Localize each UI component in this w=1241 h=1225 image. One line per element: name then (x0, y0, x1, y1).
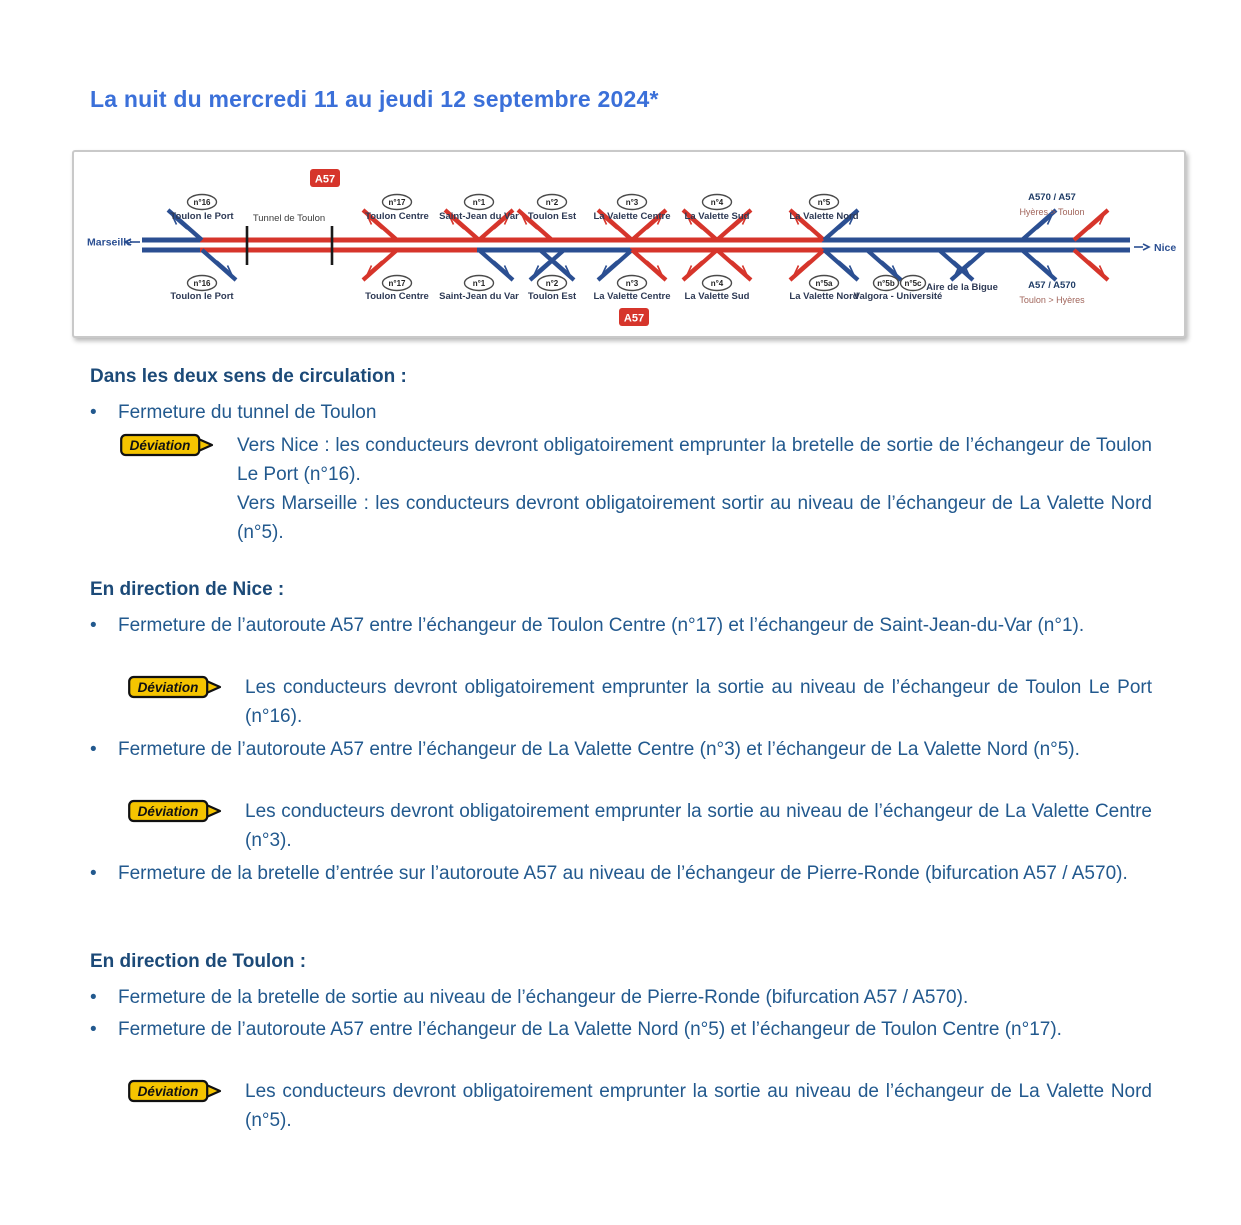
deviation-badge (120, 433, 215, 457)
bullet-item (90, 398, 1153, 427)
svg-text:Toulon le Port: Toulon le Port (170, 291, 234, 302)
deviation-badge (128, 799, 223, 823)
svg-text:A570 / A57: A570 / A57 (1028, 192, 1076, 203)
svg-text:n°4: n°4 (710, 198, 724, 207)
deviation-text (245, 673, 1152, 731)
svg-text:n°3: n°3 (625, 279, 639, 288)
svg-text:Toulon Est: Toulon Est (527, 211, 577, 222)
route-badge-top (310, 169, 340, 187)
exit-label-bottom-1 (439, 276, 519, 303)
nice-label: Nice (1154, 242, 1177, 254)
exit-label-bottom-5a (789, 276, 858, 303)
bullet-text: Fermeture de l’autoroute A57 entre l’échangeur de La Valette Nord (n°5) et l’échangeur de Toulon Centre (n°17). (118, 1019, 1062, 1040)
svg-text:Toulon Centre: Toulon Centre (365, 291, 429, 302)
section-heading-both-directions: Dans les deux sens de circulation : (90, 366, 407, 387)
exit-label-top-5 (789, 195, 858, 223)
bullet-dot: • (90, 987, 97, 1008)
svg-text:n°5c: n°5c (904, 279, 922, 288)
svg-text:La Valette Centre: La Valette Centre (593, 291, 671, 302)
bullet-text: Fermeture de l’autoroute A57 entre l’échangeur de Toulon Centre (n°17) et l’échangeur de Saint-Jean-du-Var (n°1). (118, 615, 1085, 636)
deviation-text (245, 1077, 1152, 1135)
route-badge-bottom (619, 308, 649, 326)
exit-label-bottom-4 (685, 276, 750, 303)
bullet-item (90, 611, 1153, 640)
exit-label-bottom-2 (528, 276, 577, 303)
exit-label-top-3 (593, 195, 670, 223)
svg-text:n°5a: n°5a (815, 279, 833, 288)
deviation-badge (128, 675, 223, 699)
marseille-label: Marseille (87, 236, 132, 249)
bullet-text: Fermeture de l’autoroute A57 entre l’échangeur de La Valette Centre (n°3) et l’échangeur de La Valette Nord (n°5). (118, 739, 1080, 760)
exit-label-top-1 (439, 195, 519, 223)
svg-text:A57 / A570: A57 / A570 (1028, 280, 1076, 291)
deviation-text (245, 797, 1152, 855)
bullet-item (90, 735, 1153, 764)
svg-text:La Valette Nord: La Valette Nord (789, 211, 859, 222)
tunnel-label: Tunnel de Toulon (252, 213, 326, 224)
bullet-item (90, 1015, 1153, 1044)
svg-text:Toulon Est: Toulon Est (527, 291, 577, 302)
svg-text:Toulon Centre: Toulon Centre (365, 211, 429, 222)
bullet-dot: • (90, 739, 97, 760)
deviation-text (237, 431, 1152, 547)
section-heading-direction-nice: En direction de Nice : (90, 579, 285, 600)
svg-text:Saint-Jean du Var: Saint-Jean du Var (439, 291, 519, 302)
exit-label-bottom-16 (170, 276, 234, 303)
section-heading-direction-toulon: En direction de Toulon : (90, 951, 307, 972)
nice-end (1134, 242, 1176, 254)
deviation-paragraph: Les conducteurs devront obligatoirement emprunter la sortie au niveau de l’échangeur de Toulon Le Port (n°16). (245, 677, 1152, 727)
svg-text:n°5b: n°5b (877, 279, 895, 288)
page-title: La nuit du mercredi 11 au jeudi 12 septembre 2024* (90, 86, 659, 112)
svg-text:La Valette Sud: La Valette Sud (684, 211, 750, 222)
svg-text:n°17: n°17 (388, 279, 406, 288)
deviation-row (120, 431, 1152, 547)
svg-text:Déviation: Déviation (137, 680, 199, 695)
exit-label-top-16 (170, 195, 234, 223)
svg-text:Toulon > Hyères: Toulon > Hyères (1019, 295, 1085, 305)
deviation-row (128, 673, 1152, 731)
svg-text:Valgora - Université: Valgora - Université (853, 291, 943, 302)
svg-text:Aire de la Bigue: Aire de la Bigue (926, 282, 998, 293)
ramp (1074, 250, 1108, 280)
bullet-text: Fermeture du tunnel de Toulon (118, 402, 377, 423)
svg-text:Déviation: Déviation (137, 804, 199, 819)
deviation-paragraph: Vers Nice : les conducteurs devront obligatoirement emprunter la bretelle de sortie de l’échangeur de Toulon Le Port (n°16). (237, 435, 1152, 485)
deviation-row (128, 797, 1152, 855)
svg-text:n°2: n°2 (545, 198, 559, 207)
deviation-paragraph: Vers Marseille : les conducteurs devront obligatoirement sortir au niveau de l’échangeur de La Valette Nord (n°5). (237, 493, 1152, 543)
svg-text:A57: A57 (314, 173, 336, 186)
svg-text:Déviation: Déviation (137, 1084, 199, 1099)
svg-text:n°4: n°4 (710, 279, 724, 288)
bifurcation-label-top (1019, 192, 1084, 217)
exit-label-bottom-17 (365, 276, 429, 303)
bullet-dot: • (90, 615, 97, 636)
svg-text:La Valette Centre: La Valette Centre (593, 211, 671, 222)
svg-text:n°1: n°1 (472, 279, 486, 288)
svg-text:La Valette Sud: La Valette Sud (684, 291, 750, 302)
svg-text:n°3: n°3 (625, 198, 639, 207)
deviation-paragraph: Les conducteurs devront obligatoirement emprunter la sortie au niveau de l’échangeur de La Valette Centre (n°3). (245, 801, 1152, 851)
svg-text:Hyères > Toulon: Hyères > Toulon (1019, 207, 1085, 217)
rest-area-label (926, 282, 998, 293)
svg-text:n°16: n°16 (193, 198, 211, 207)
bullet-dot: • (90, 1019, 97, 1040)
svg-text:n°2: n°2 (545, 279, 559, 288)
svg-text:n°5: n°5 (817, 198, 831, 207)
svg-text:n°17: n°17 (388, 198, 406, 207)
svg-text:La Valette Nord: La Valette Nord (789, 291, 859, 302)
bifurcation-label-bottom (1019, 280, 1085, 305)
bullet-text: Fermeture de la bretelle d’entrée sur l’autoroute A57 au niveau de l’échangeur de Pierre-Ronde (bifurcation A57 / A570). (118, 863, 1128, 884)
exit-label-bottom-3 (593, 276, 670, 303)
diagram-panel (72, 150, 1186, 338)
ramp (1022, 250, 1056, 280)
svg-text:n°16: n°16 (193, 279, 211, 288)
bullet-text: Fermeture de la bretelle de sortie au niveau de l’échangeur de Pierre-Ronde (bifurcation A57 / A570). (118, 987, 969, 1008)
deviation-paragraph: Les conducteurs devront obligatoirement emprunter la sortie au niveau de l’échangeur de La Valette Nord (n°5). (245, 1081, 1152, 1131)
svg-text:A57: A57 (623, 312, 645, 325)
road-diagram-svg (74, 152, 1184, 336)
exit-label-top-2 (528, 195, 577, 223)
bullet-item (90, 983, 1153, 1012)
deviation-badge (128, 1079, 223, 1103)
svg-text:Saint-Jean du Var: Saint-Jean du Var (439, 211, 519, 222)
bullet-dot: • (90, 863, 97, 884)
bullet-item (90, 859, 1153, 888)
svg-text:Déviation: Déviation (129, 438, 191, 453)
svg-text:n°1: n°1 (472, 198, 486, 207)
svg-text:Toulon le Port: Toulon le Port (170, 211, 234, 222)
deviation-row (128, 1077, 1152, 1135)
bullet-dot: • (90, 402, 97, 423)
exit-label-top-17 (365, 195, 429, 223)
marseille-end (87, 237, 140, 249)
exit-label-top-4 (685, 195, 750, 223)
